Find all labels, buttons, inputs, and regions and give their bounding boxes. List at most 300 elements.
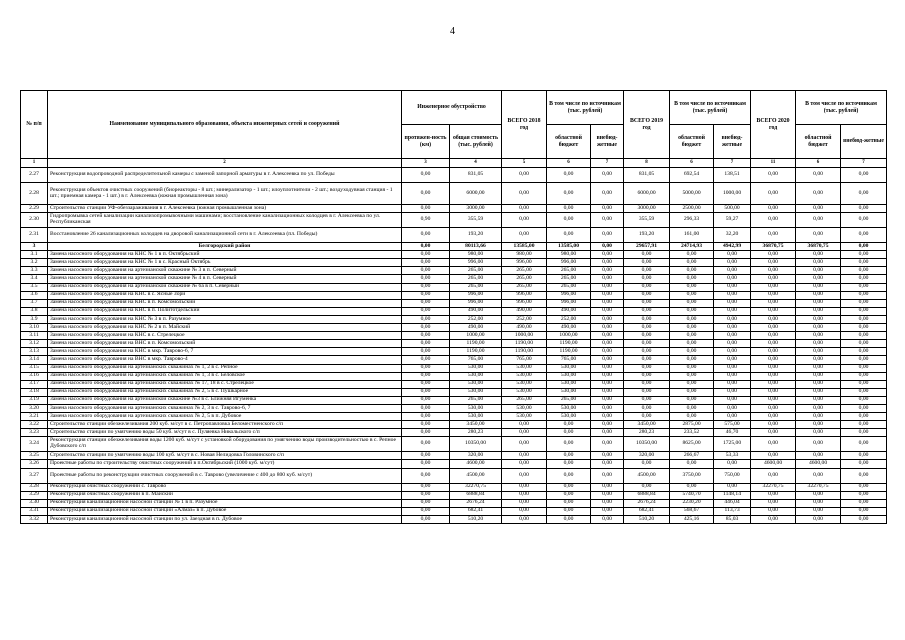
extra-2018: 0,00 (591, 205, 624, 213)
extra-2019: 0,00 (714, 315, 751, 323)
row-index: 3.7 (21, 299, 48, 307)
row-index: 3.1 (21, 251, 48, 259)
column-number: 7 (714, 159, 751, 168)
table-row (21, 515, 887, 523)
extra-2018: 0,00 (591, 388, 624, 396)
object-name: Замена насосного оборудования на КНС в с. Ясные Зори (48, 291, 402, 299)
object-name: Замена насосного оборудования на КНС в п. Комсомольский (48, 299, 402, 307)
length-km: 0,00 (402, 183, 450, 205)
length-km: 0,00 (402, 275, 450, 283)
column-numbers-row (21, 159, 887, 168)
total-cost: 265,00 (450, 283, 502, 291)
extra-2020: 0,00 (841, 452, 887, 460)
extra-2020: 0,00 (841, 259, 887, 267)
extra-2020: 0,00 (841, 183, 887, 205)
row-index: 3.12 (21, 340, 48, 348)
table-row (21, 205, 887, 213)
extra-2018: 0,00 (591, 315, 624, 323)
extra-2018: 0,00 (591, 429, 624, 437)
total-2019: 0,00 (624, 283, 670, 291)
object-name: Проектные работы по строительству очистных сооружений в п.Октябрьский (1000 куб. м/сут) (48, 460, 402, 468)
length-km: 0,00 (402, 388, 450, 396)
extra-2019: 0,00 (714, 413, 751, 421)
regional-2020: 4600,00 (796, 460, 841, 468)
header-total-2019: ВСЕГО 2019 год (624, 91, 670, 159)
extra-2018: 0,00 (591, 243, 624, 251)
row-index: 3.31 (21, 507, 48, 515)
regional-2020: 0,00 (796, 213, 841, 228)
table-row (21, 388, 887, 396)
regional-2019: 266,67 (670, 452, 714, 460)
row-index: 3.11 (21, 332, 48, 340)
table-row (21, 372, 887, 380)
row-index: 3.26 (21, 460, 48, 468)
total-2019: 0,00 (624, 259, 670, 267)
extra-2020: 0,00 (841, 340, 887, 348)
regional-2019: 8625,00 (670, 437, 714, 452)
total-2019: 29657,91 (624, 243, 670, 251)
extra-2019: 0,00 (714, 275, 751, 283)
regional-2019: 692,54 (670, 168, 714, 183)
regional-2020: 0,00 (796, 388, 841, 396)
total-2018: 996,00 (502, 291, 547, 299)
object-name: Замена насосного оборудования на артезианских скважинах № 17, 18 в с. Стрелецкое (48, 380, 402, 388)
regional-2019: 0,00 (670, 460, 714, 468)
regional-2018: 1000,00 (547, 332, 591, 340)
regional-2020: 0,00 (796, 315, 841, 323)
regional-2018: 1190,00 (547, 340, 591, 348)
total-2018: 1190,00 (502, 340, 547, 348)
total-cost: 530,00 (450, 372, 502, 380)
total-2019: 193,20 (624, 228, 670, 243)
object-name: Реконструкция водопроводной распределительной камеры с заменой запорной арматуры в г. Алексеевка по ул. Победы (48, 168, 402, 183)
table-row (21, 356, 887, 364)
table-row (21, 468, 887, 483)
extra-2020: 0,00 (841, 228, 887, 243)
regional-2020: 0,00 (796, 332, 841, 340)
extra-2020: 0,00 (841, 499, 887, 507)
column-number: 4 (450, 159, 502, 168)
column-number: 8 (624, 159, 670, 168)
regional-2020: 0,00 (796, 404, 841, 412)
regional-2020: 0,00 (796, 429, 841, 437)
total-2019: 320,00 (624, 452, 670, 460)
length-km: 0,00 (402, 251, 450, 259)
regional-2020: 0,00 (796, 413, 841, 421)
extra-2019: 113,73 (714, 507, 751, 515)
total-cost: 265,00 (450, 396, 502, 404)
length-km: 0,00 (402, 491, 450, 499)
regional-2019: 0,00 (670, 413, 714, 421)
regional-2020: 0,00 (796, 380, 841, 388)
total-2019: 682,41 (624, 507, 670, 515)
total-2019: 0,00 (624, 307, 670, 315)
regional-2019: 0,00 (670, 364, 714, 372)
total-2019: 0,00 (624, 291, 670, 299)
regional-2020: 0,00 (796, 452, 841, 460)
total-2018: 0,00 (502, 468, 547, 483)
header-total-2020: ВСЕГО 2020 год (751, 91, 796, 159)
header-num: № п/п (21, 91, 48, 159)
object-name: Замена насосного оборудования на артезианской скважине №3 в с. Ближняя Игуменка (48, 396, 402, 404)
total-2020: 0,00 (751, 299, 796, 307)
extra-2020: 0,00 (841, 324, 887, 332)
table-row (21, 228, 887, 243)
table-row (21, 429, 887, 437)
total-2019: 831,05 (624, 168, 670, 183)
object-name: Замена насосного оборудования на артезианских скважинах № 1, 2 в с. Репное (48, 364, 402, 372)
regional-2020: 0,00 (796, 299, 841, 307)
extra-2019: 4942,99 (714, 243, 751, 251)
extra-2018: 0,00 (591, 228, 624, 243)
row-index: 3.14 (21, 356, 48, 364)
regional-2019: 161,00 (670, 228, 714, 243)
table-row (21, 413, 887, 421)
object-name: Замена насосного оборудования на КНС в мкр. Таврово-6, 7 (48, 348, 402, 356)
row-index: 3.30 (21, 499, 48, 507)
table-row (21, 340, 887, 348)
object-name: Замена насосного оборудования на КНС № 2 в п. Майский (48, 324, 402, 332)
regional-2020: 0,00 (796, 499, 841, 507)
length-km: 0,00 (402, 348, 450, 356)
extra-2019: 138,51 (714, 168, 751, 183)
regional-2020: 0,00 (796, 324, 841, 332)
table-row (21, 324, 887, 332)
length-km: 0,00 (402, 283, 450, 291)
total-2018: 996,00 (502, 299, 547, 307)
total-2020: 0,00 (751, 388, 796, 396)
total-2020: 0,00 (751, 275, 796, 283)
regional-2018: 0,00 (547, 460, 591, 468)
extra-2019: 59,27 (714, 213, 751, 228)
total-cost: 490,00 (450, 324, 502, 332)
object-name: Реконструкция канализационной насосной станции «Алмаз» в п. Дубовое (48, 507, 402, 515)
regional-2020: 0,00 (796, 291, 841, 299)
total-2018: 0,00 (502, 205, 547, 213)
object-name: Замена насосного оборудования на КНС в п. Политотдельский (48, 307, 402, 315)
extra-2018: 0,00 (591, 251, 624, 259)
total-2019: 3450,00 (624, 421, 670, 429)
row-index: 3.21 (21, 413, 48, 421)
header-regional-2019: областной бюджет (670, 125, 714, 159)
total-2020: 0,00 (751, 332, 796, 340)
regional-2018: 0,00 (547, 452, 591, 460)
object-name: Замена насосного оборудования на КНС в с. Стрелецкое (48, 332, 402, 340)
regional-2018: 530,00 (547, 380, 591, 388)
extra-2019: 0,00 (714, 267, 751, 275)
total-2018: 1190,00 (502, 348, 547, 356)
extra-2019: 0,00 (714, 283, 751, 291)
extra-2020: 0,00 (841, 515, 887, 523)
extra-2018: 0,00 (591, 275, 624, 283)
extra-2019: 0,00 (714, 332, 751, 340)
row-index: 3.10 (21, 324, 48, 332)
row-index: 3.6 (21, 291, 48, 299)
length-km: 0,90 (402, 213, 450, 228)
header-cost: общая стоимость (тыс. рублей) (450, 125, 502, 159)
extra-2020: 0,00 (841, 348, 887, 356)
row-index: 3.17 (21, 380, 48, 388)
total-2020: 0,00 (751, 307, 796, 315)
regional-2020: 0,00 (796, 372, 841, 380)
extra-2020: 0,00 (841, 364, 887, 372)
regional-2018: 996,00 (547, 299, 591, 307)
regional-2019: 0,00 (670, 356, 714, 364)
extra-2019: 53,33 (714, 452, 751, 460)
regional-2019: 0,00 (670, 291, 714, 299)
table-row (21, 283, 887, 291)
total-2020: 0,00 (751, 468, 796, 483)
regional-2020: 0,00 (796, 183, 841, 205)
total-2020: 0,00 (751, 324, 796, 332)
total-2020: 0,00 (751, 259, 796, 267)
regional-2018: 530,00 (547, 372, 591, 380)
regional-2020: 0,00 (796, 348, 841, 356)
total-2020: 0,00 (751, 429, 796, 437)
row-index: 3.15 (21, 364, 48, 372)
regional-2018: 0,00 (547, 437, 591, 452)
object-name: Замена насосного оборудования на артезианской скважине № 4 в п. Северный (48, 275, 402, 283)
length-km: 0,00 (402, 404, 450, 412)
row-index: 3.4 (21, 275, 48, 283)
regional-2018: 996,00 (547, 259, 591, 267)
length-km: 0,00 (402, 307, 450, 315)
extra-2019: 1148,14 (714, 491, 751, 499)
extra-2019: 0,00 (714, 356, 751, 364)
length-km: 0,00 (402, 483, 450, 491)
regional-2019: 568,67 (670, 507, 714, 515)
object-name: Замена насосного оборудования на ВНС в п. Комсомольский (48, 340, 402, 348)
header-length: протяжен-ность (км) (402, 125, 450, 159)
total-cost: 193,20 (450, 228, 502, 243)
total-2020: 0,00 (751, 228, 796, 243)
total-2019: 0,00 (624, 404, 670, 412)
extra-2020: 0,00 (841, 421, 887, 429)
total-cost: 682,41 (450, 507, 502, 515)
extra-2020: 0,00 (841, 205, 887, 213)
total-2018: 0,00 (502, 437, 547, 452)
regional-2019: 0,00 (670, 251, 714, 259)
regional-2020: 0,00 (796, 168, 841, 183)
regional-2020: 36870,75 (796, 243, 841, 251)
table-row (21, 315, 887, 323)
extra-2019: 1725,00 (714, 437, 751, 452)
extra-2018: 0,00 (591, 364, 624, 372)
total-2018: 265,00 (502, 283, 547, 291)
regional-2018: 265,00 (547, 275, 591, 283)
length-km: 0,00 (402, 437, 450, 452)
total-2020: 0,00 (751, 507, 796, 515)
total-2019: 6000,00 (624, 183, 670, 205)
length-km: 0,00 (402, 429, 450, 437)
regional-2019: 0,00 (670, 315, 714, 323)
total-2019: 0,00 (624, 315, 670, 323)
regional-2020: 0,00 (796, 251, 841, 259)
total-2018: 0,00 (502, 183, 547, 205)
header-sources-2018: В том числе по источникам (тыс. рублей) (547, 91, 624, 125)
object-name: Реконструкция станции обезжелезивания воды 1200 куб. м/сут с установкой оборудования по умягчению воды производительностью в с. Репное Дубовского с/п (48, 437, 402, 452)
header-regional-2020: областной бюджет (796, 125, 841, 159)
regional-2020: 0,00 (796, 364, 841, 372)
total-2020: 0,00 (751, 452, 796, 460)
column-number: 3 (402, 159, 450, 168)
extra-2019: 0,00 (714, 364, 751, 372)
total-2018: 265,00 (502, 267, 547, 275)
regional-2019: 0,00 (670, 275, 714, 283)
column-number: 5 (502, 159, 547, 168)
object-name: Проектные работы по реконструкции очистных сооружений в с. Таврово (увеличение с 400 до 800 куб. м/сут) (48, 468, 402, 483)
extra-2020: 0,00 (841, 413, 887, 421)
table-row (21, 437, 887, 452)
object-name: Строительство станции по умягчению воды 50 куб. м/сут в с. Пуляевка Никольского с/п (48, 429, 402, 437)
regional-2019: 0,00 (670, 307, 714, 315)
regional-2020: 0,00 (796, 283, 841, 291)
extra-2019: 0,00 (714, 251, 751, 259)
column-number: 7 (841, 159, 887, 168)
table-row (21, 275, 887, 283)
regional-2019: 5740,70 (670, 491, 714, 499)
length-km: 0,00 (402, 372, 450, 380)
total-cost: 6000,00 (450, 183, 502, 205)
regional-2019: 2500,00 (670, 205, 714, 213)
length-km: 0,00 (402, 380, 450, 388)
regional-2018: 530,00 (547, 404, 591, 412)
extra-2019: 750,00 (714, 468, 751, 483)
extra-2018: 0,00 (591, 183, 624, 205)
header-total-2018: ВСЕГО 2018 год (502, 91, 547, 159)
extra-2018: 0,00 (591, 372, 624, 380)
table-row (21, 452, 887, 460)
total-2018: 0,00 (502, 499, 547, 507)
row-index: 3.16 (21, 372, 48, 380)
extra-2018: 0,00 (591, 468, 624, 483)
extra-2020: 0,00 (841, 468, 887, 483)
length-km: 0,00 (402, 413, 450, 421)
length-km: 0,00 (402, 291, 450, 299)
total-2019: 4500,00 (624, 468, 670, 483)
extra-2018: 0,00 (591, 168, 624, 183)
total-2020: 0,00 (751, 251, 796, 259)
length-km: 0,00 (402, 205, 450, 213)
total-2018: 530,00 (502, 388, 547, 396)
total-cost: 32270,75 (450, 483, 502, 491)
column-number: 1 (21, 159, 48, 168)
total-2020: 0,00 (751, 205, 796, 213)
total-2018: 0,00 (502, 228, 547, 243)
table-row (21, 291, 887, 299)
extra-2019: 575,00 (714, 421, 751, 429)
regional-2020: 32270,75 (796, 483, 841, 491)
regional-2020: 0,00 (796, 421, 841, 429)
total-2020: 0,00 (751, 380, 796, 388)
total-2018: 252,00 (502, 315, 547, 323)
regional-2020: 0,00 (796, 259, 841, 267)
total-2020: 0,00 (751, 413, 796, 421)
table-row (21, 332, 887, 340)
extra-2019: 0,00 (714, 348, 751, 356)
regional-2019: 24714,93 (670, 243, 714, 251)
total-2020: 0,00 (751, 183, 796, 205)
regional-2019: 233,52 (670, 429, 714, 437)
table-row (21, 396, 887, 404)
regional-2019: 3750,00 (670, 468, 714, 483)
total-cost: 831,05 (450, 168, 502, 183)
total-2018: 0,00 (502, 168, 547, 183)
regional-2019: 0,00 (670, 324, 714, 332)
regional-2018: 0,00 (547, 483, 591, 491)
total-2020: 0,00 (751, 364, 796, 372)
regional-2018: 0,00 (547, 213, 591, 228)
regional-2018: 765,00 (547, 356, 591, 364)
total-2018: 490,00 (502, 324, 547, 332)
total-cost: 2676,24 (450, 499, 502, 507)
header-extra-2020: внебюд-жетные (841, 125, 887, 159)
column-number: 7 (591, 159, 624, 168)
object-name: Строительство станции по умягчению воды 100 куб. м/сут в с. Новая Нелидовка Головинского с/п (48, 452, 402, 460)
table-row (21, 499, 887, 507)
total-cost: 265,00 (450, 267, 502, 275)
column-number: 11 (751, 159, 796, 168)
total-2019: 0,00 (624, 348, 670, 356)
regional-2019: 0,00 (670, 372, 714, 380)
column-number: 6 (670, 159, 714, 168)
regional-2018: 0,00 (547, 228, 591, 243)
length-km: 0,00 (402, 515, 450, 523)
total-2019: 3000,00 (624, 205, 670, 213)
regional-2019: 0,00 (670, 380, 714, 388)
extra-2020: 0,00 (841, 491, 887, 499)
total-2019: 0,00 (624, 396, 670, 404)
regional-2018: 0,00 (547, 168, 591, 183)
extra-2019: 0,00 (714, 460, 751, 468)
object-name: Реконструкция очистных сооружений с. Таврово (48, 483, 402, 491)
total-2019: 0,00 (624, 483, 670, 491)
row-index: 3.23 (21, 429, 48, 437)
regional-2018: 13585,00 (547, 243, 591, 251)
regional-2018: 490,00 (547, 307, 591, 315)
regional-2020: 0,00 (796, 205, 841, 213)
total-cost: 10350,00 (450, 437, 502, 452)
extra-2020: 0,00 (841, 404, 887, 412)
extra-2020: 0,00 (841, 507, 887, 515)
object-name: Реконструкция канализационной насосной станции № 1 в п. Разумное (48, 499, 402, 507)
extra-2019: 0,00 (714, 324, 751, 332)
total-cost: 80113,66 (450, 243, 502, 251)
total-cost: 980,00 (450, 251, 502, 259)
total-2019: 0,00 (624, 275, 670, 283)
extra-2019: 46,70 (714, 429, 751, 437)
extra-2020: 0,00 (841, 307, 887, 315)
object-name: Замена насосного оборудования на ВНС в мкр. Таврово-4 (48, 356, 402, 364)
total-2019: 0,00 (624, 460, 670, 468)
total-2020: 0,00 (751, 515, 796, 523)
total-cost: 996,00 (450, 291, 502, 299)
total-2020: 32270,75 (751, 483, 796, 491)
total-cost: 530,00 (450, 404, 502, 412)
regional-2020: 0,00 (796, 515, 841, 523)
regional-2020: 0,00 (796, 507, 841, 515)
length-km: 0,00 (402, 340, 450, 348)
total-cost: 1190,00 (450, 348, 502, 356)
extra-2018: 0,00 (591, 499, 624, 507)
row-index: 3.18 (21, 388, 48, 396)
page-number: 4 (450, 26, 455, 37)
extra-2020: 0,00 (841, 283, 887, 291)
length-km: 0,00 (402, 324, 450, 332)
table-row (21, 460, 887, 468)
regional-2018: 265,00 (547, 396, 591, 404)
total-cost: 765,00 (450, 356, 502, 364)
